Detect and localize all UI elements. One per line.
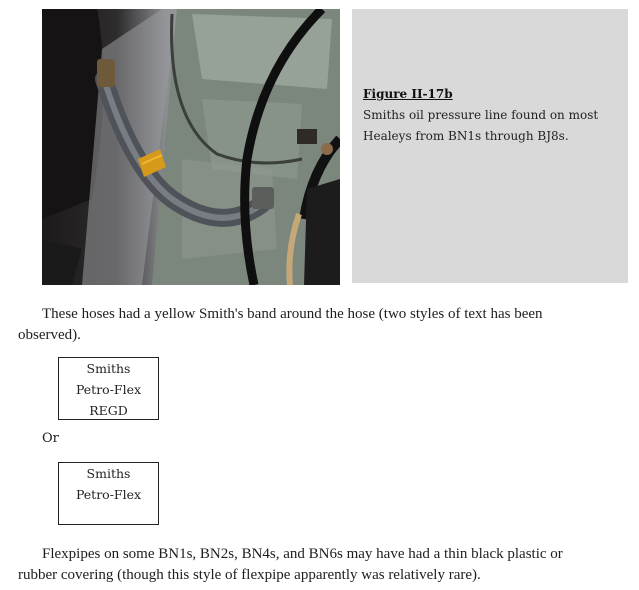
band-line: Petro-Flex	[75, 382, 142, 397]
band-text-style-1	[58, 357, 159, 420]
band-line: Petro-Flex	[75, 487, 142, 502]
paragraph-line-1-text: These hoses had a yellow Smith's band around the hose (two styles of text has been	[42, 306, 543, 322]
paragraph-yellow-band	[18, 304, 618, 346]
or-label: Or	[42, 431, 59, 446]
figure-caption-line-2: Healeys from BN1s through BJ8s.	[363, 129, 569, 143]
figure-photo	[42, 9, 340, 285]
figure-caption-box	[352, 9, 628, 283]
band-text-style-2	[58, 462, 159, 525]
engine-photo-graphic	[42, 9, 340, 285]
paragraph-line-1	[18, 544, 618, 565]
figure-caption-line-1: Smiths oil pressure line found on most	[363, 108, 599, 122]
band-line: REGD	[89, 403, 128, 418]
band-line: Smiths	[86, 466, 131, 481]
paragraph-line-1-text: Flexpipes on some BN1s, BN2s, BN4s, and BN6s may have had a thin black plastic or	[42, 546, 563, 562]
figure-title: Figure II-17b	[363, 87, 453, 101]
paragraph-flexpipe-covering	[18, 544, 618, 586]
figure-caption	[363, 84, 623, 147]
paragraph-line-2: observed).	[18, 327, 81, 343]
paragraph-line-2: rubber covering (though this style of flexpipe apparently was relatively rare).	[18, 567, 481, 583]
paragraph-line-1	[18, 304, 618, 325]
band-line: Smiths	[86, 361, 131, 376]
